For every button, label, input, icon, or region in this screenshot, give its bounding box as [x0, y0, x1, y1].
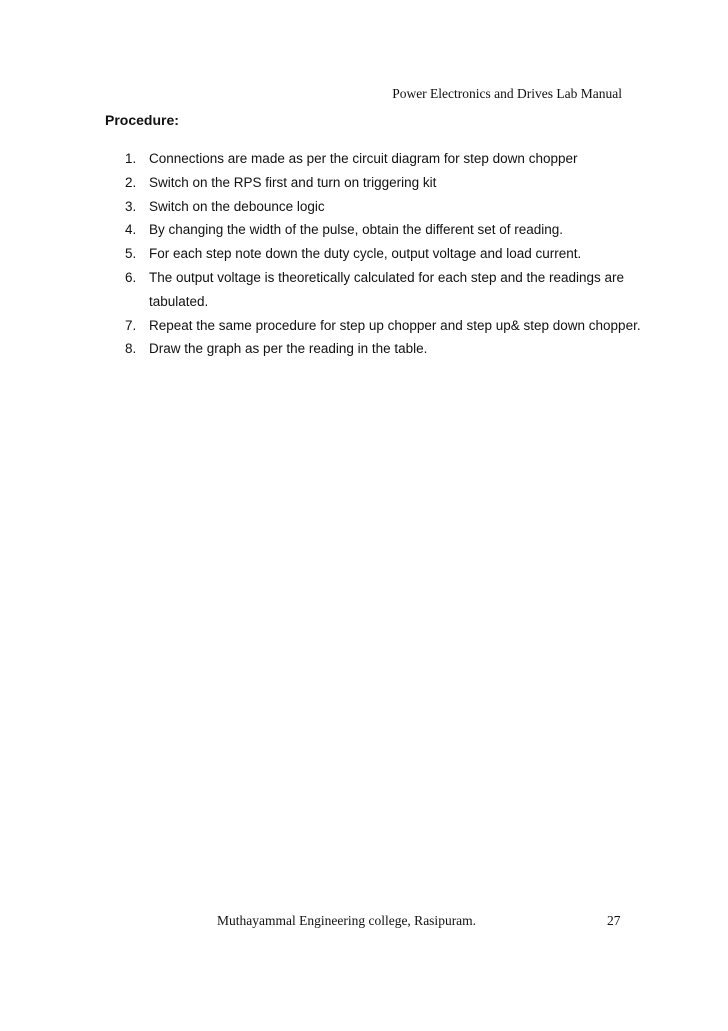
step-text: By changing the width of the pulse, obtain the different set of reading.	[149, 222, 564, 238]
step-number: 2.	[125, 174, 137, 190]
footer-college: Muthayammal Engineering college, Rasipuram.	[217, 913, 477, 928]
page-header: Power Electronics and Drives Lab Manual	[392, 86, 622, 101]
step-text: Draw the graph as per the reading in the table.	[149, 341, 428, 357]
step-number: 7.	[125, 317, 137, 333]
procedure-step	[125, 171, 665, 195]
step-text: Repeat the same procedure for step up chopper and step up& step down chopper.	[149, 317, 641, 333]
procedure-step	[125, 266, 665, 314]
step-number: 1.	[125, 151, 137, 166]
step-number: 5.	[125, 246, 137, 262]
step-text: The output voltage is theoretically calculated for each step and the readings are tabulated.	[149, 269, 625, 309]
procedure-step	[125, 147, 665, 171]
step-text: Switch on the debounce logic	[149, 198, 325, 214]
procedure-steps	[125, 147, 665, 361]
step-number: 4.	[125, 222, 137, 238]
procedure-step	[125, 218, 665, 242]
page-number: 27	[607, 913, 621, 928]
step-text: For each step note down the duty cycle, output voltage and load current.	[149, 246, 582, 262]
step-number: 8.	[125, 341, 137, 357]
procedure-step	[125, 242, 665, 266]
procedure-step	[125, 195, 665, 219]
step-text: Switch on the RPS first and turn on triggering kit	[149, 174, 437, 190]
procedure-heading: Procedure:	[105, 112, 179, 128]
procedure-step	[125, 314, 665, 338]
step-number: 6.	[125, 269, 137, 285]
step-number: 3.	[125, 198, 137, 214]
procedure-step	[125, 337, 665, 361]
step-text: Connections are made as per the circuit diagram for step down chopper	[149, 151, 578, 166]
